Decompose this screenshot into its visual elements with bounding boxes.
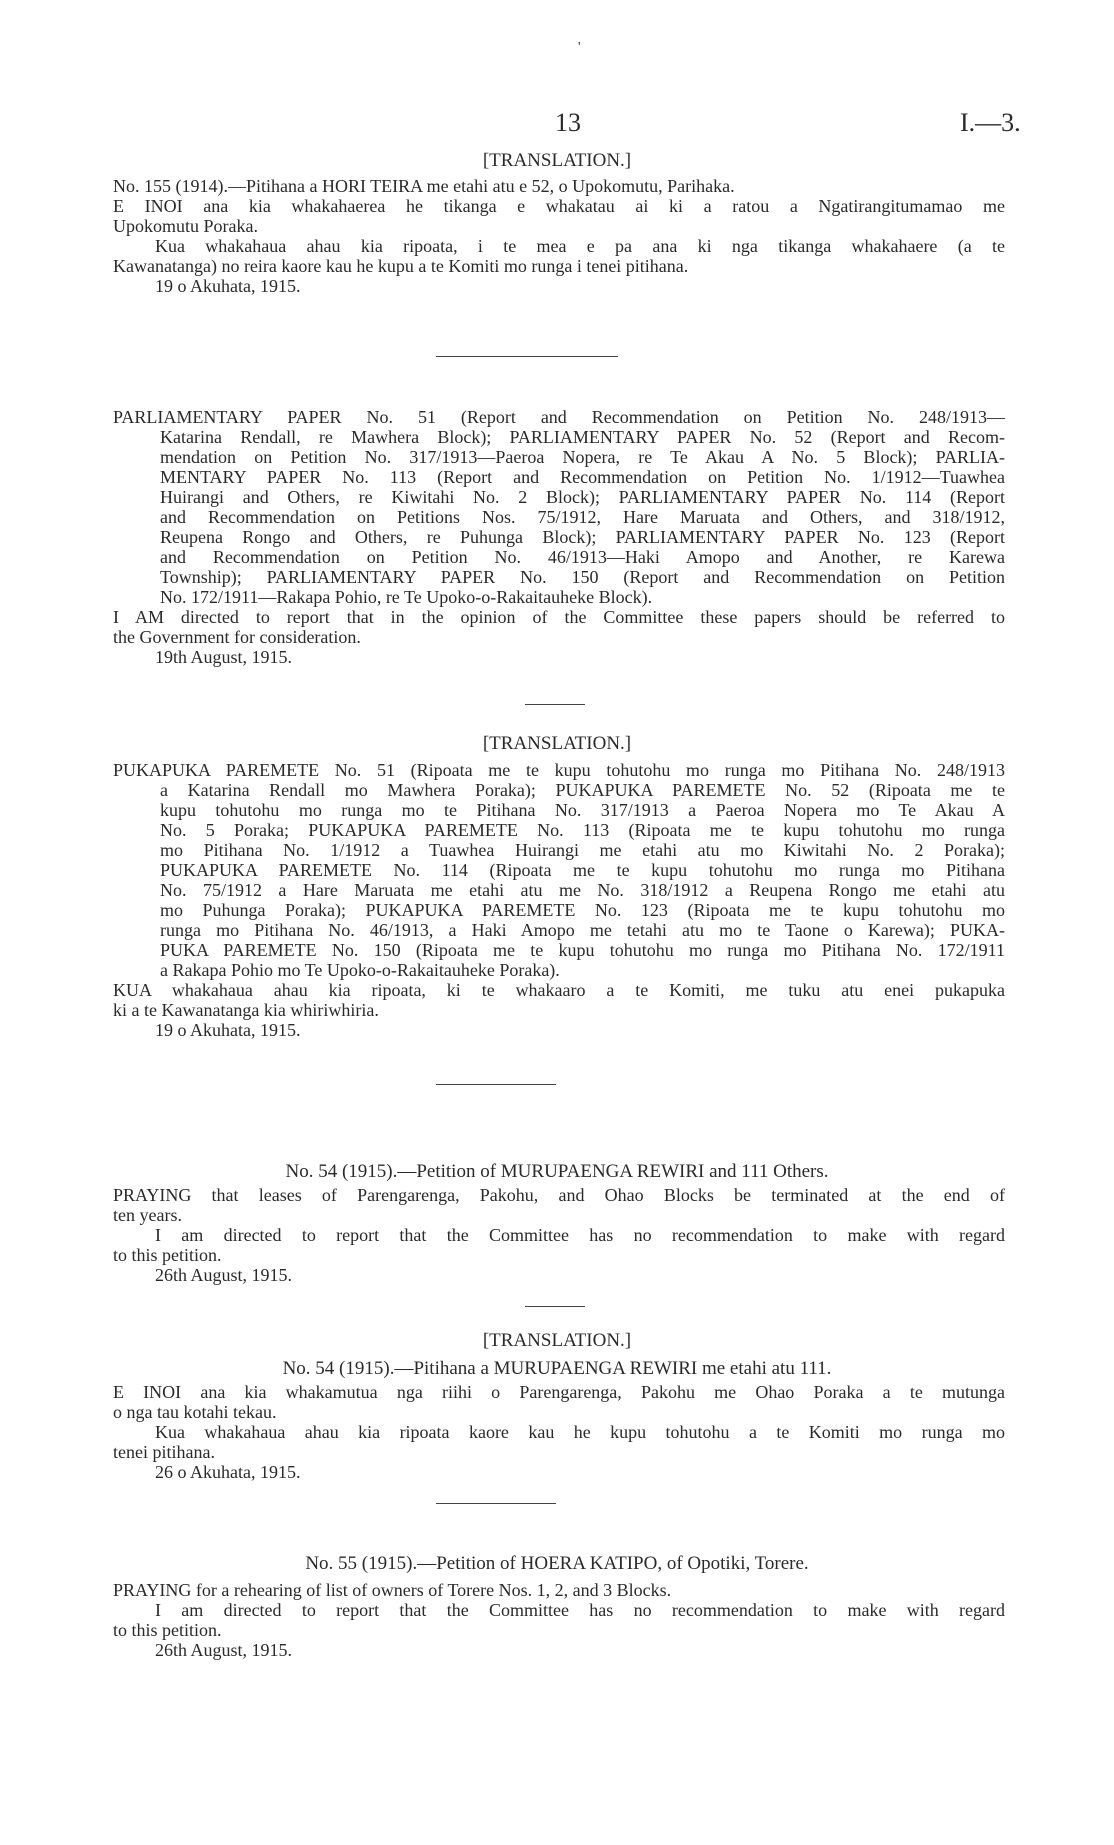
text-line: and Recommendation on Petitions Nos. 75/1912, Hare Maruata and Others, and 318/1912, xyxy=(160,507,1005,527)
text-line: I am directed to report that the Committee has no recommendation to make with regard xyxy=(155,1225,1005,1245)
text-line: to this petition. xyxy=(113,1245,222,1265)
petition-title-line: No. 155 (1914).—Pitihana a HORI TEIRA me etahi atu e 52, o Upokomutu, Parihaka. xyxy=(113,176,735,196)
text-line: o nga tau kotahi tekau. xyxy=(113,1402,277,1422)
text-line: Kawanatanga) no reira kaore kau he kupu a te Komiti mo runga i tenei pitihana. xyxy=(113,256,689,276)
date-line: 19th August, 1915. xyxy=(155,647,293,667)
text-line: a Katarina Rendall mo Mawhera Poraka); PUKAPUKA PAREMETE No. 52 (Ripoata me te xyxy=(160,780,1005,800)
text-line: I AM directed to report that in the opinion of the Committee these papers should be referred to xyxy=(113,607,1005,627)
petition-54-translation-title: No. 54 (1915).—Pitihana a MURUPAENGA REWIRI me etahi atu 111. xyxy=(282,1358,832,1379)
text-line: PRAYING for a rehearing of list of owners of Torere Nos. 1, 2, and 3 Blocks. xyxy=(113,1580,672,1600)
text-line: No. 75/1912 a Hare Maruata me etahi atu me No. 318/1912 a Reupena Rongo me etahi atu xyxy=(160,880,1005,900)
petition-54-title: No. 54 (1915).—Petition of MURUPAENGA REWIRI and 111 Others. xyxy=(285,1161,829,1182)
text-line: ki a te Kawanatanga kia whiriwhiria. xyxy=(113,1000,379,1020)
petition-155-translation xyxy=(113,176,1005,296)
text-line: E INOI ana kia whakahaerea he tikanga e whakatau ai ki a ratou a Ngatirangitumamao me xyxy=(113,196,1005,216)
text-line: ten years. xyxy=(113,1205,182,1225)
text-line: Huirangi and Others, re Kiwitahi No. 2 Block); PARLIAMENTARY PAPER No. 114 (Report xyxy=(160,487,1005,507)
text-line: E INOI ana kia whakamutua nga riihi o Parengarenga, Pakohu me Ohao Poraka a te mutunga xyxy=(113,1382,1005,1402)
petition-54-body xyxy=(113,1185,1005,1285)
section-divider xyxy=(525,1306,585,1307)
scan-mark: ' xyxy=(578,40,581,55)
pukapuka-paremete-entry xyxy=(113,760,1005,1040)
petition-55-body xyxy=(113,1580,1005,1660)
text-line: I am directed to report that the Committee has no recommendation to make with regard xyxy=(155,1600,1005,1620)
text-line: KUA whakahaua ahau kia ripoata, ki te whakaaro a te Komiti, me tuku atu enei pukapuka xyxy=(113,980,1005,1000)
text-line: runga mo Pitihana No. 46/1913, a Haki Amopo me tetahi atu mo te Taone o Karewa); PUKA- xyxy=(160,920,1005,940)
text-line: Upokomutu Poraka. xyxy=(113,216,258,236)
text-line: to this petition. xyxy=(113,1620,222,1640)
date-line: 19 o Akuhata, 1915. xyxy=(155,276,301,296)
text-line: PUKAPUKA PAREMETE No. 51 (Ripoata me te kupu tohutohu mo runga mo Pitihana No. 248/1913 xyxy=(113,760,1005,780)
section-divider xyxy=(436,1503,556,1504)
petition-54-translation-body xyxy=(113,1382,1005,1482)
text-line: MENTARY PAPER No. 113 (Report and Recommendation on Petition No. 1/1912—Tuawhea xyxy=(160,467,1005,487)
text-line: No. 5 Poraka; PUKAPUKA PAREMETE No. 113 (Ripoata me te kupu tohutohu mo runga xyxy=(160,820,1005,840)
text-line: No. 172/1911—Rakapa Pohio, re Te Upoko-o-Rakaitauheke Block). xyxy=(160,587,653,607)
section-divider xyxy=(525,704,585,705)
text-line: kupu tohutohu mo runga mo te Pitihana No. 317/1913 a Paeroa Nopera mo Te Akau A xyxy=(160,800,1005,820)
text-line: a Rakapa Pohio mo Te Upoko-o-Rakaitauheke Poraka). xyxy=(160,960,560,980)
petition-55-title: No. 55 (1915).—Petition of HOERA KATIPO, of Opotiki, Torere. xyxy=(305,1553,809,1574)
text-line: PRAYING that leases of Parengarenga, Pakohu, and Ohao Blocks be terminated at the end of xyxy=(113,1185,1005,1205)
text-line: Reupena Rongo and Others, re Puhunga Block); PARLIAMENTARY PAPER No. 123 (Report xyxy=(160,527,1005,547)
translation-heading-2: [TRANSLATION.] xyxy=(482,733,632,754)
text-line: the Government for consideration. xyxy=(113,627,361,647)
translation-heading-3: [TRANSLATION.] xyxy=(482,1330,632,1351)
text-line: PARLIAMENTARY PAPER No. 51 (Report and Recommendation on Petition No. 248/1913— xyxy=(113,407,1005,427)
date-line: 26 o Akuhata, 1915. xyxy=(155,1462,301,1482)
section-divider xyxy=(436,356,618,357)
date-line: 19 o Akuhata, 1915. xyxy=(155,1020,301,1040)
text-line: Township); PARLIAMENTARY PAPER No. 150 (Report and Recommendation on Petition xyxy=(160,567,1005,587)
date-line: 26th August, 1915. xyxy=(155,1265,293,1285)
text-line: mendation on Petition No. 317/1913—Paeroa Nopera, re Te Akau A No. 5 Block); PARLIA- xyxy=(160,447,1005,467)
text-line: Katarina Rendall, re Mawhera Block); PARLIAMENTARY PAPER No. 52 (Report and Recom- xyxy=(160,427,1005,447)
text-line: Kua whakahaua ahau kia ripoata kaore kau he kupu tohutohu a te Komiti mo runga mo xyxy=(155,1422,1005,1442)
section-divider xyxy=(436,1084,556,1085)
text-line: mo Pitihana No. 1/1912 a Tuawhea Huirangi me etahi atu mo Kiwitahi No. 2 Poraka); xyxy=(160,840,1005,860)
text-line: Kua whakahaua ahau kia ripoata, i te mea e pa ana ki nga tikanga whakahaere (a te xyxy=(155,236,1005,256)
text-line: PUKAPUKA PAREMETE No. 114 (Ripoata me te kupu tohutohu mo runga mo Pitihana xyxy=(160,860,1005,880)
text-line: mo Puhunga Poraka); PUKAPUKA PAREMETE No. 123 (Ripoata me te kupu tohutohu mo xyxy=(160,900,1005,920)
text-line: and Recommendation on Petition No. 46/1913—Haki Amopo and Another, re Karewa xyxy=(160,547,1005,567)
date-line: 26th August, 1915. xyxy=(155,1640,293,1660)
text-line: PUKA PAREMETE No. 150 (Ripoata me te kupu tohutohu mo runga mo Pitihana No. 172/1911 xyxy=(160,940,1005,960)
page-number: 13 xyxy=(555,108,581,137)
text-line: tenei pitihana. xyxy=(113,1442,215,1462)
document-reference: I.—3. xyxy=(960,108,1021,137)
translation-heading-1: [TRANSLATION.] xyxy=(482,150,632,171)
parliamentary-papers-entry xyxy=(113,407,1005,667)
